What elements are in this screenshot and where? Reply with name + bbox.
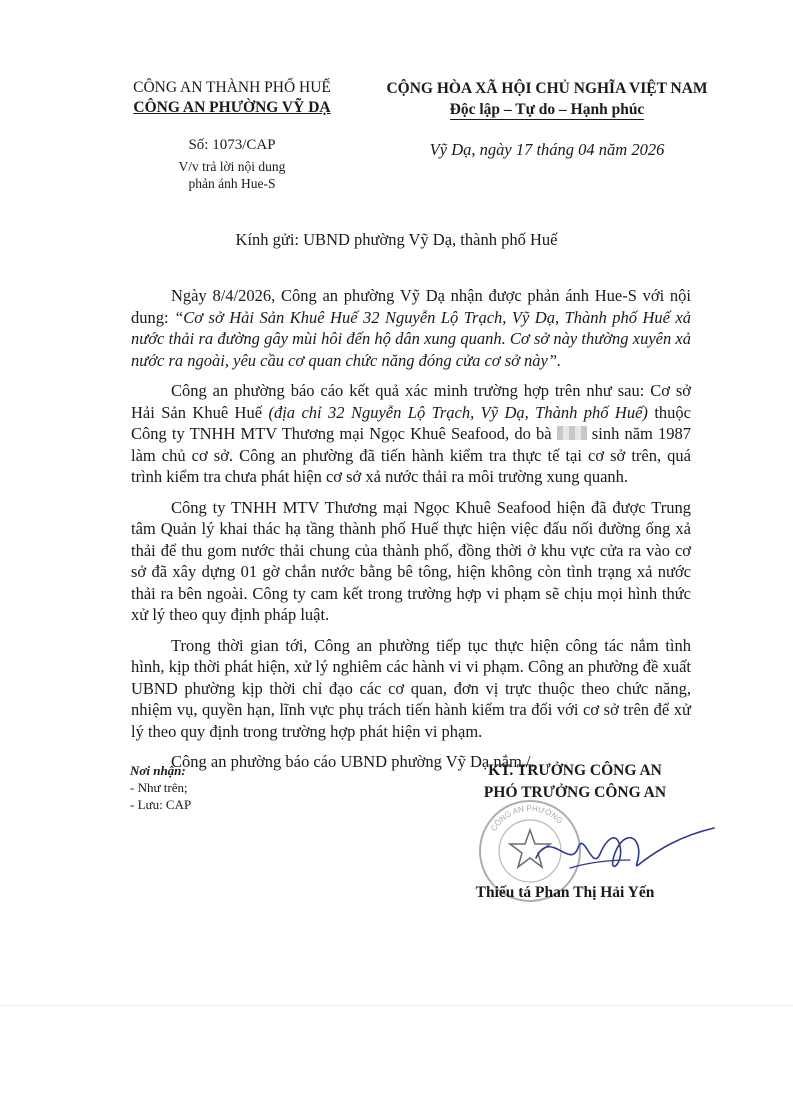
motto-text: Độc lập – Tự do – Hạnh phúc (449, 101, 645, 118)
seal-text: CÔNG AN PHƯỜNG (488, 803, 565, 833)
paragraph-1 (131, 285, 691, 371)
signer-name: Thiếu tá Phan Thị Hải Yến (475, 884, 655, 901)
redacted-name (557, 426, 587, 440)
p1-text: Ngày 8/4/2026, Công an phường Vỹ Dạ nhận được phản ánh Hue-S với nội dung: (131, 286, 691, 327)
national-title (362, 78, 732, 120)
recipient-item: - Như trên; (130, 780, 188, 795)
issuing-agency: CÔNG AN PHƯỜNG VỸ DẠ (133, 99, 331, 116)
recipient-item: - Lưu: CAP (130, 797, 192, 812)
page-fold-line (0, 1005, 793, 1006)
p2-address: (địa chỉ 32 Nguyễn Lộ Trạch, Vỹ Dạ, Thành phố Huế) (268, 402, 648, 422)
paragraph-2 (131, 380, 691, 488)
subject-line-2: phản ánh Hue-S (188, 176, 276, 191)
p2-text-a: Công an phường báo cáo kết quả xác minh trường hợp trên như sau: Cơ sở Hải Sản Khuê Huế (131, 381, 691, 422)
paragraph-5: Công an phường báo cáo UBND phường Vỹ Dạ nắm./. (171, 752, 535, 771)
document-date: Vỹ Dạ, ngày 17 tháng 04 năm 2026 (429, 140, 665, 159)
recipients-block (130, 762, 330, 813)
handwritten-signature-icon (530, 810, 720, 890)
document-reference (112, 136, 352, 192)
recipients-title: Nơi nhận: (130, 763, 186, 778)
recipient-line: Kính gửi: UBND phường Vỹ Dạ, thành phố Huế (235, 230, 558, 249)
paragraph-4: Trong thời gian tới, Công an phường tiếp tục thực hiện công tác nắm tình hình, kịp thời phát hiện, xử lý nghiêm các hành vi vi phạm. Công an phường đề xuất UBND phường kịp thời chỉ đạo các cơ quan, đơn vị trực thuộc theo chức năng, nhiệm vụ, quyền hạn, lĩnh vực phụ trách tiến hành kiểm tra đối với cơ sở trên để xử lý theo quy định trong trường hợp phát hiện vi phạm. (131, 635, 691, 741)
p2-text-c: sinh năm 1987 làm chủ cơ sở. Công an phường đã tiến hành kiểm tra thực tế tại cơ sở trên, quá trình kiểm tra chưa phát hiện cơ sở xả nước thải ra môi trường xung quanh. (131, 424, 691, 486)
national-motto (362, 99, 732, 120)
letter-body (131, 285, 691, 782)
document-number: Số: 1073/CAP (188, 137, 276, 153)
country-name: CỘNG HÒA XÃ HỘI CHỦ NGHĨA VIỆT NAM (386, 80, 708, 97)
issuing-authority (112, 78, 352, 118)
subject-line-1: V/v trả lời nội dung (178, 159, 286, 174)
signature-line-2: PHÓ TRƯỞNG CÔNG AN (483, 784, 667, 801)
document-subject (112, 158, 352, 192)
parent-agency: CÔNG AN THÀNH PHỐ HUẾ (133, 79, 331, 96)
p1-quote: “Cơ sở Hải Sản Khuê Huế 32 Nguyễn Lộ Trạch, Vỹ Dạ, Thành phố Huế xả nước thải ra đường gây mùi hôi đến hộ dân xung quanh. Cơ sở này thường xuyên xả nước ra ngoài, yêu cầu cơ quan chức năng đóng cửa cơ sở này”. (131, 307, 691, 370)
paragraph-3: Công ty TNHH MTV Thương mại Ngọc Khuê Seafood hiện đã được Trung tâm Quản lý khai thác hạ tầng thành phố Huế thực hiện việc đấu nối đường ống xả thải để thu gom nước thải chung của thành phố, đồng thời ở khu vực cửa ra vào cơ sở đã xây dựng 01 gờ chắn nước bằng bê tông, hiện không còn tình trạng xả nước thải ra bên ngoài. Công ty cam kết trong trường hợp vi phạm sẽ chịu mọi hình thức xử lý theo quy định pháp luật. (131, 497, 691, 624)
signature-line-1: KT. TRƯỞNG CÔNG AN (488, 762, 662, 779)
p2-text-b: thuộc Công ty TNHH MTV Thương mại Ngọc Khuê Seafood, do bà (131, 402, 691, 443)
